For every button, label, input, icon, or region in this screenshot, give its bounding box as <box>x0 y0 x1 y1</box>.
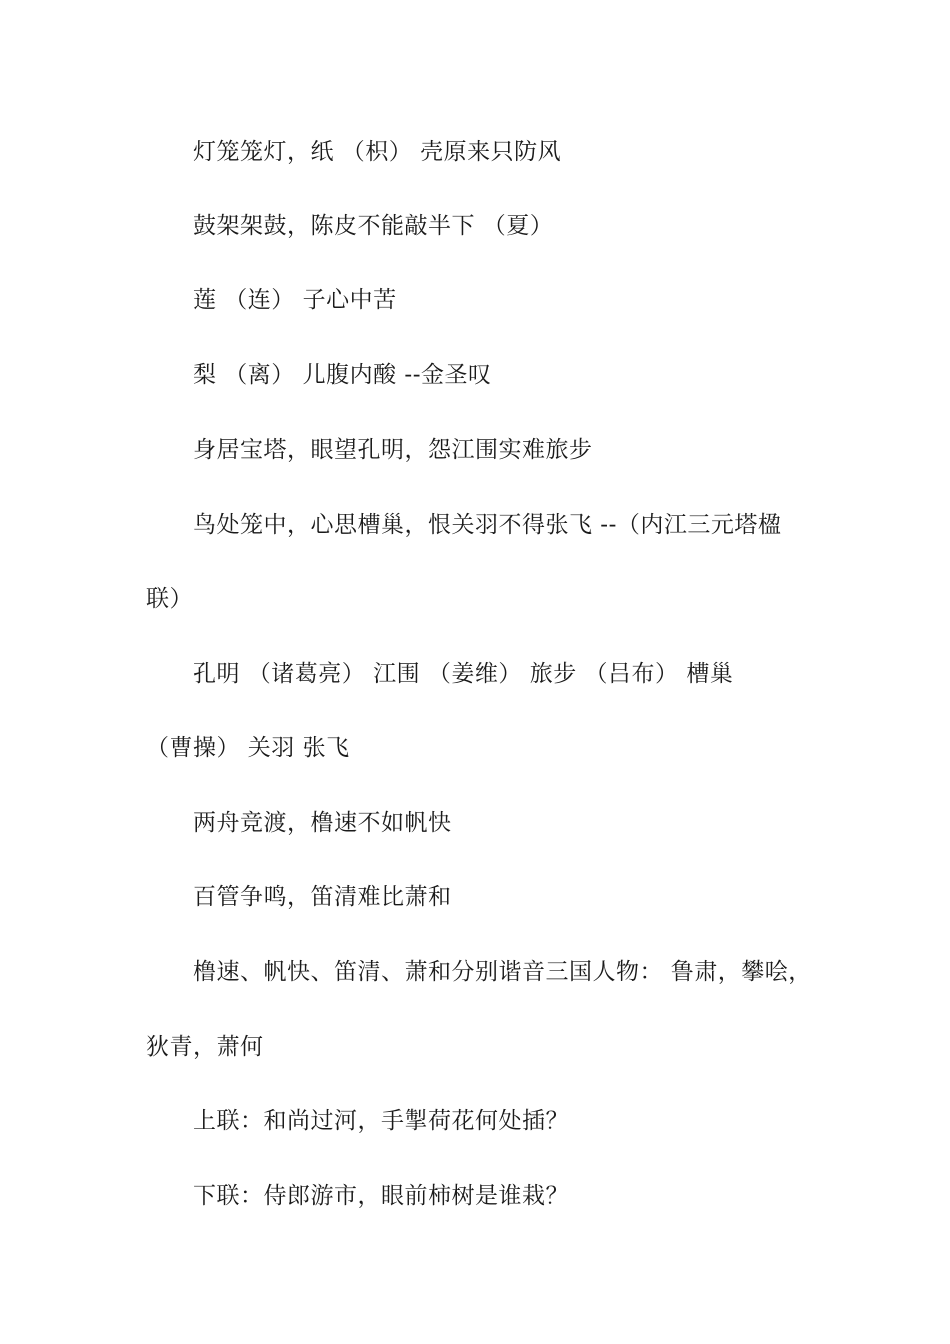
text-line: 莲 （连） 子心中苦 <box>193 287 397 313</box>
text-line: 孔明 （诸葛亮） 江围 （姜维） 旅步 （吕布） 槽巢 <box>193 661 734 687</box>
text-line: 鸟处笼中，心思槽巢，恨关羽不得张飞 --（内江三元塔楹 <box>193 512 782 538</box>
text-line: 梨 （离） 儿腹内酸 --金圣叹 <box>193 362 492 388</box>
text-line: （曹操） 关羽 张飞 <box>146 735 350 761</box>
text-line: 身居宝塔，眼望孔明，怨江围实难旅步 <box>193 437 593 463</box>
text-line: 两舟竞渡，橹速不如帆快 <box>193 810 452 836</box>
text-line: 狄青，萧何 <box>146 1034 264 1060</box>
text-line: 鼓架架鼓，陈皮不能敲半下 （夏） <box>193 213 554 239</box>
text-line: 下联：侍郎游市，眼前柿树是谁栽？ <box>193 1183 569 1209</box>
text-line: 橹速、帆快、笛清、萧和分别谐音三国人物： 鲁肃，攀哙， <box>193 959 812 985</box>
text-line: 灯笼笼灯，纸 （枳） 壳原来只防风 <box>193 139 562 165</box>
text-line: 联） <box>146 586 193 612</box>
text-line: 上联：和尚过河，手掣荷花何处插？ <box>193 1108 569 1134</box>
text-line: 百管争鸣，笛清难比萧和 <box>193 884 452 910</box>
